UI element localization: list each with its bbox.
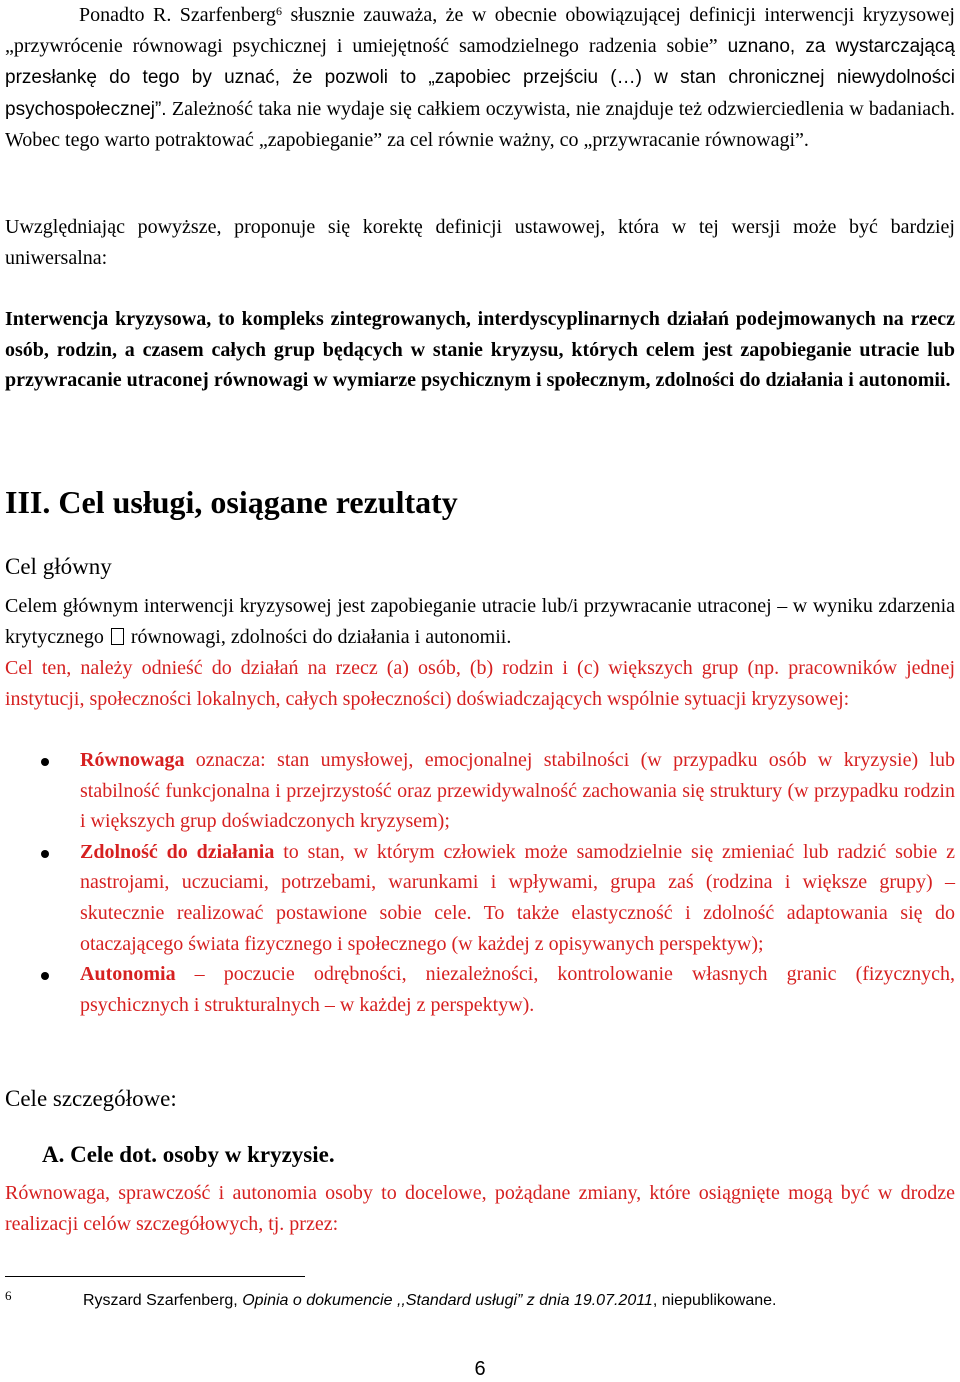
paragraph-text: równowagi, zdolności do działania i autonomii.	[130, 625, 512, 648]
term: Zdolność do działania	[80, 840, 275, 863]
footnote-number: 6	[5, 1288, 12, 1303]
list-item	[5, 959, 955, 1020]
term: Autonomia	[80, 963, 176, 986]
paragraph-person-goals: Równowaga, sprawczość i autonomia osoby to docelowe, pożądane zmiany, które osiągnięte mogą być w drodze realizacji celów szczegółowych, tj. przez:	[5, 1182, 955, 1235]
bullet-icon	[41, 972, 49, 980]
subheading-main-goal: Cel główny	[5, 554, 112, 579]
paragraph-text-sans: uznano, za wystarczającą przesłankę do tego by uznać, że pozwoli to „zapobiec przejściu (…) w stan chronicznej niewydolności psychospołecznej”.	[5, 35, 955, 120]
section-heading: III. Cel usługi, osiągane rezultaty	[5, 484, 458, 520]
footnote-ref[interactable]: 6	[276, 4, 283, 18]
footnote-rest: , niepublikowane.	[652, 1292, 777, 1309]
list-item	[5, 837, 955, 959]
paragraph-text: Ponadto R. Szarfenberg	[79, 4, 277, 26]
footnote-author: Ryszard Szarfenberg,	[83, 1292, 243, 1309]
term-definition: oznacza: stan umysłowej, emocjonalnej stabilności (w przypadku osób w kryzysie) lub stabilność funkcjonalna i przejrzystość oraz przewidywalność zachowania się struktury (w przypadku rodzin i większych grup doświadczonych kryzysem);	[80, 749, 955, 833]
subheading-person-goals: A. Cele dot. osoby w kryzysie.	[42, 1142, 335, 1167]
paragraph-szarfenberg	[5, 0, 955, 156]
bullet-icon	[41, 850, 49, 858]
paragraph-text: Celem głównym interwencji kryzysowej jest zapobieganie utracie lub/i przywracanie utraconej – w wyniku zdarzenia krytycznego	[5, 595, 955, 648]
paragraph-proposal: Uwzględniając powyższe, proponuje się korektę definicji ustawowej, która w tej wersji może być bardziej uniwersalna:	[5, 216, 955, 269]
paragraph-main-goal	[5, 591, 955, 652]
term-definition: to stan, w którym człowiek może samodzielnie się zmieniać lub radzić sobie z nastrojami, uczuciami, potrzebami, warunkami i wpływami, grupa zaś (rodzina i większe grupy) – skutecznie realizować postawione sobie cele. To także elastyczność i zdolność adaptowania się do otaczającego świata fizycznego i społecznego (w każdej z opisywanych perspektyw);	[80, 840, 955, 955]
footnote-title: Opinia o dokumencie ,,Standard usługi” z dnia 19.07.2011	[242, 1292, 653, 1309]
missing-glyph-icon	[111, 628, 124, 645]
paragraph-text: Zależność taka nie wydaje się całkiem oczywista, nie znajduje też odzwierciedlenia w badaniach. Wobec tego warto potraktować „zapobieganie” za cel równie ważny, co „przywracanie równowagi”.	[5, 97, 955, 152]
list-item	[5, 745, 955, 837]
subheading-detailed-goals: Cele szczegółowe:	[5, 1086, 177, 1111]
definition-paragraph: Interwencja kryzysowa, to kompleks zintegrowanych, interdyscyplinarnych działań podejmowanych na rzecz osób, rodzin, a czasem całych grup będących w stanie kryzysu, których celem jest zapobieganie utracie lub przywracanie utraconej równowagi w wymiarze psychicznym i społecznym, zdolności do działania i autonomii.	[5, 308, 955, 392]
footnote-text	[83, 1292, 776, 1310]
bullet-icon	[41, 758, 49, 766]
term: Równowaga	[80, 749, 185, 771]
paragraph-text: słusznie zauważa, że w obecnie obowiązującej definicji interwencji kryzysowej „przywrócenie równowagi psychicznej i umiejętność samodzielnego radzenia sobie”	[5, 4, 955, 57]
footnote-separator	[5, 1276, 305, 1277]
term-definition: – poczucie odrębności, niezależności, kontrolowanie własnych granic (fizycznych, psychicznych i strukturalnych – w każdej z perspektyw).	[80, 963, 955, 1016]
page-number: 6	[474, 1358, 486, 1380]
goal-definitions-list	[5, 745, 955, 1020]
paragraph-goal-scope: Cel ten, należy odnieść do działań na rzecz (a) osób, (b) rodzin i (c) większych grup (np. pracowników jednej instytucji, społeczności lokalnych, całych społeczności) doświadczających wspólnie sytuacji kryzysowej:	[5, 657, 955, 710]
